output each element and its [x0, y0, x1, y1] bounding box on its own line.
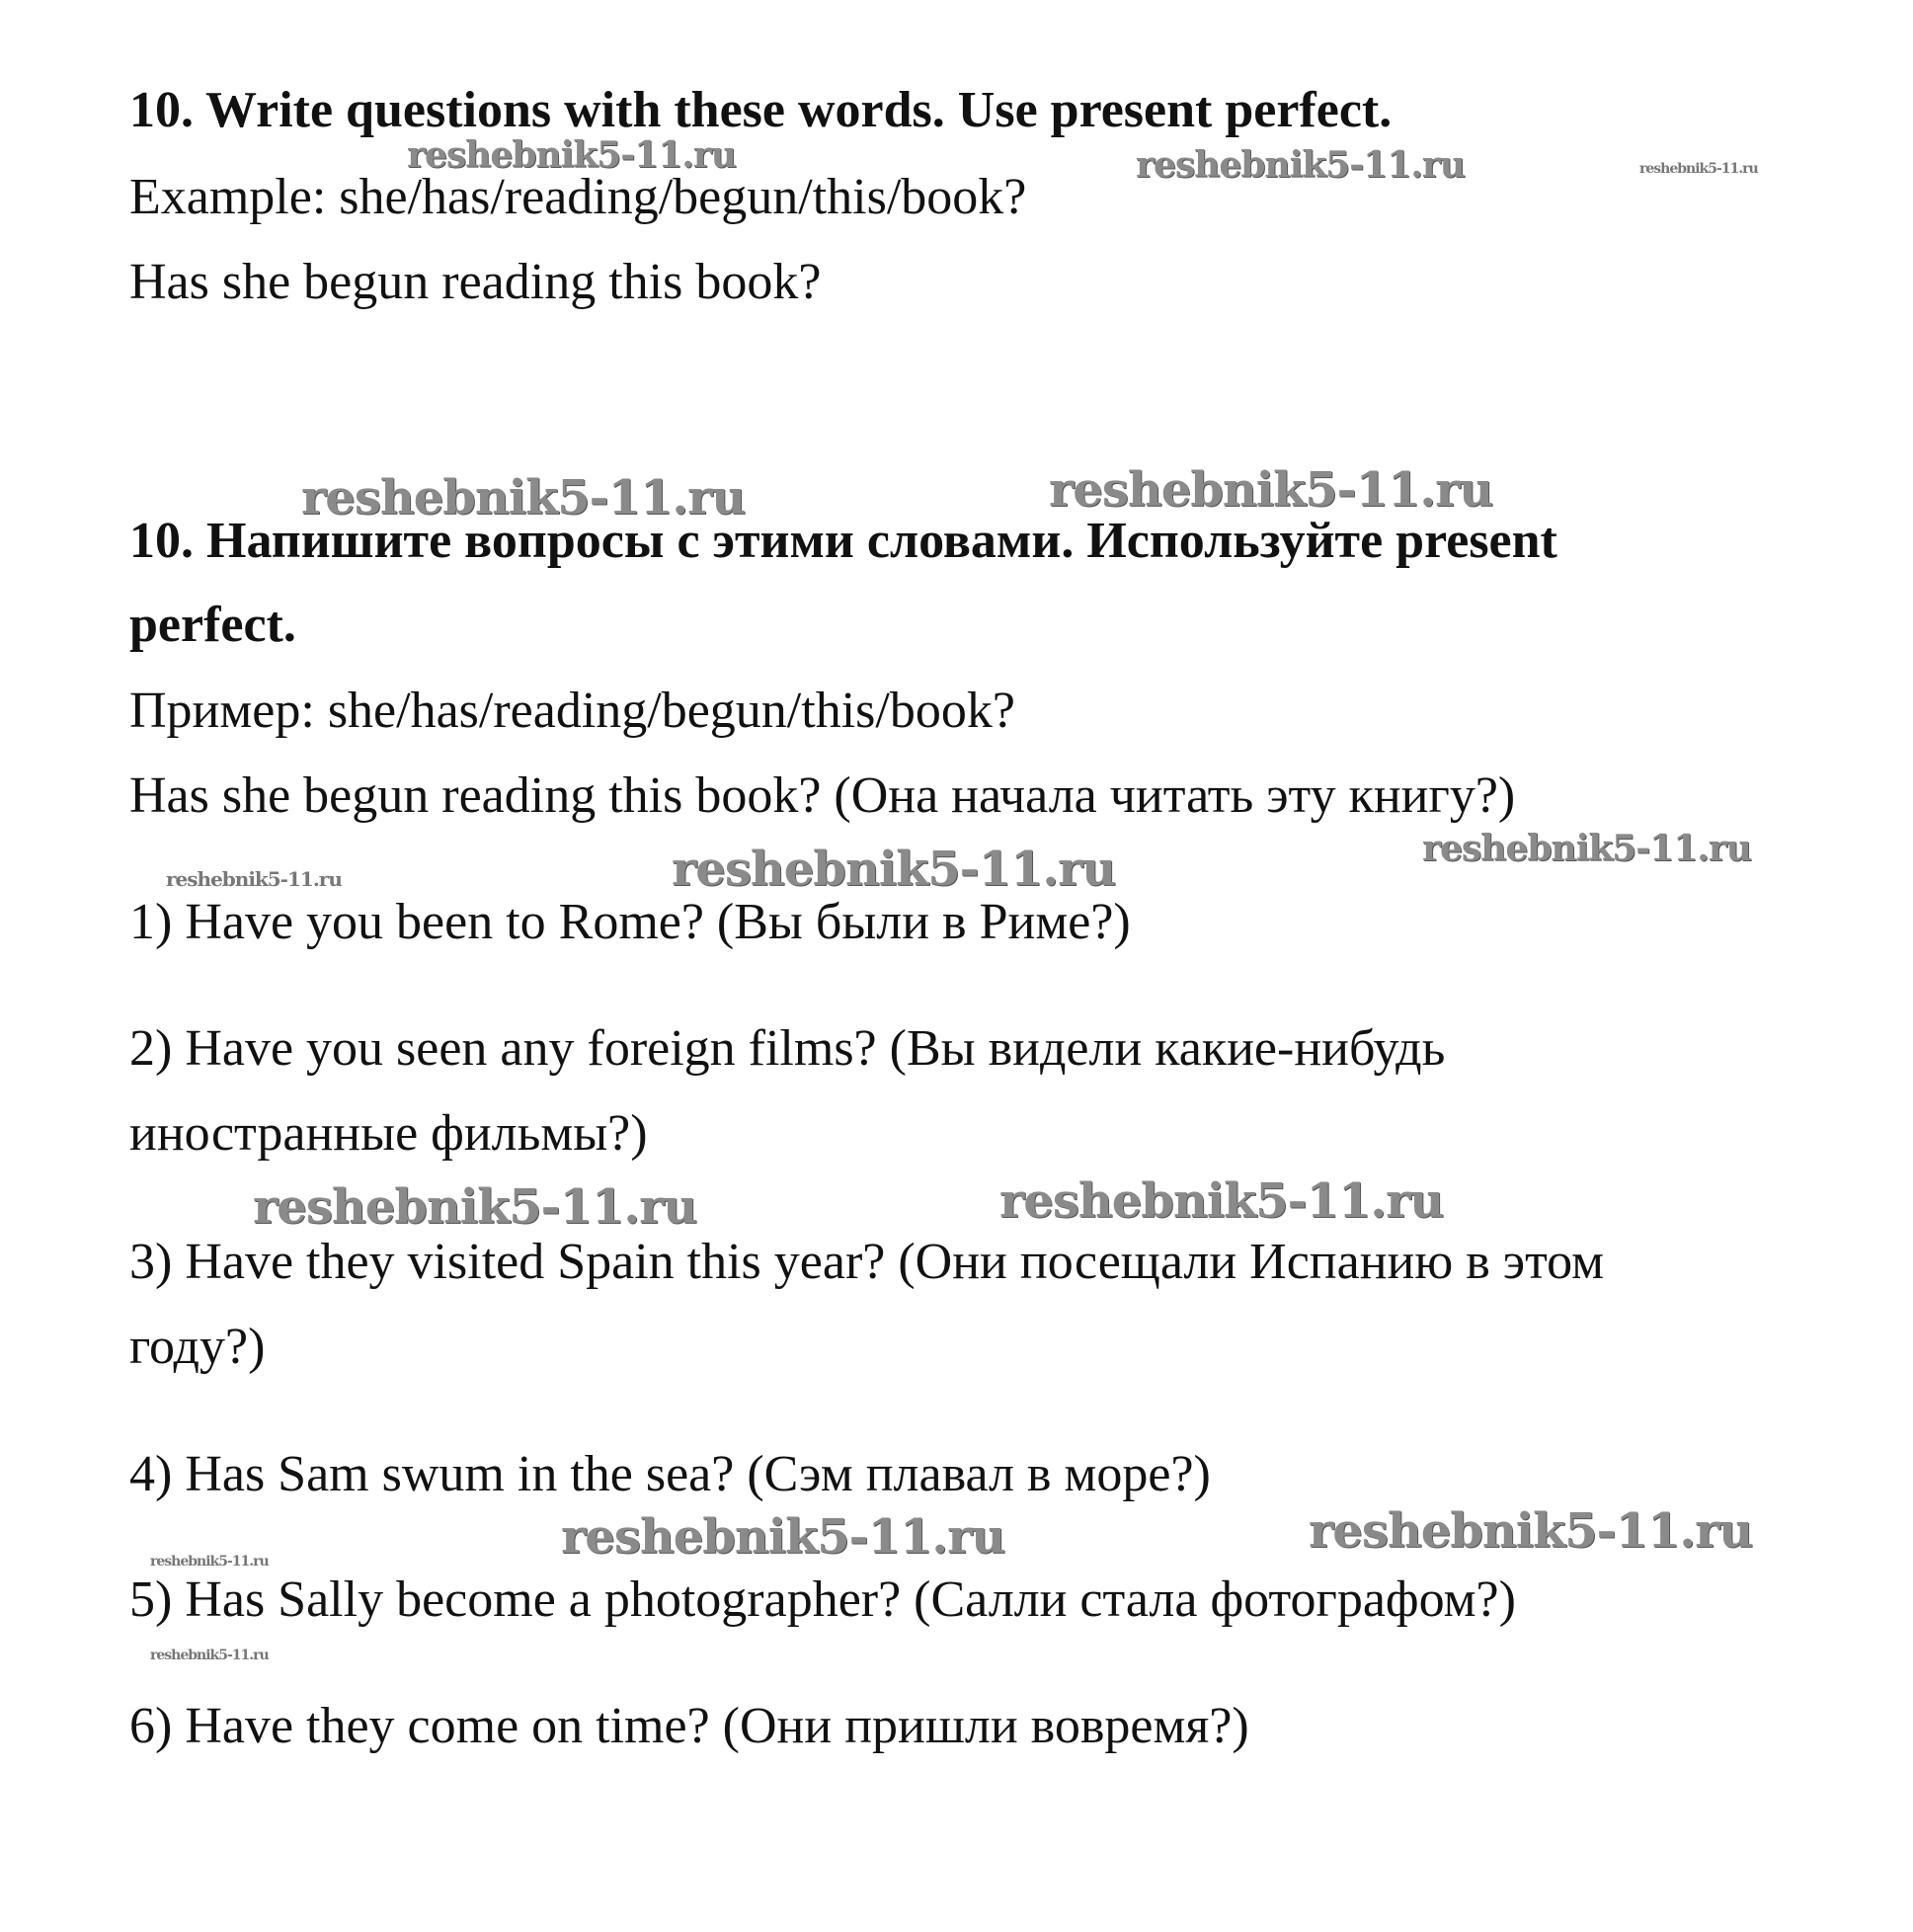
russian-example: Пример: she/has/reading/begun/this/book?	[129, 683, 1015, 739]
answer-item-3: 3) Have they visited Spain this year? (Они посещали Испанию в этом	[129, 1234, 1605, 1290]
watermark: reshebnik5-11.ru	[301, 470, 746, 525]
answer-item-5: 5) Has Sally become a photographer? (Салли стала фотографом?)	[129, 1571, 1516, 1628]
answer-item-3-continued: году?)	[129, 1319, 266, 1375]
watermark: reshebnik5-11.ru	[1136, 144, 1465, 186]
russian-title-line1: 10. Напишите вопросы с этими словами. Используйте present	[129, 513, 1557, 569]
watermark: reshebnik5-11.ru	[1422, 828, 1751, 869]
watermark: reshebnik5-11.ru	[166, 867, 342, 891]
russian-answer: Has she begun reading this book? (Она начала читать эту книгу?)	[129, 767, 1516, 824]
watermark: reshebnik5-11.ru	[1309, 1503, 1753, 1559]
answer-item-6: 6) Have they come on time? (Они пришли вовремя?)	[129, 1698, 1249, 1754]
russian-title-line2: perfect.	[129, 597, 296, 653]
english-title: 10. Write questions with these words. Use present perfect.	[129, 82, 1393, 138]
watermark: reshebnik5-11.ru	[1049, 462, 1493, 518]
english-example: Example: she/has/reading/begun/this/book?	[129, 169, 1027, 225]
watermark: reshebnik5-11.ru	[150, 1554, 269, 1570]
answer-item-2-continued: иностранные фильмы?)	[129, 1105, 648, 1162]
answer-item-4: 4) Has Sam swum in the sea? (Сэм плавал в море?)	[129, 1446, 1211, 1502]
answer-item-2: 2) Have you seen any foreign films? (Вы видели какие-нибудь	[129, 1020, 1446, 1077]
answer-item-1: 1) Have you been to Rome? (Вы были в Риме?)	[129, 894, 1131, 950]
english-answer: Has she begun reading this book?	[129, 254, 822, 310]
watermark: reshebnik5-11.ru	[1639, 161, 1758, 177]
watermark: reshebnik5-11.ru	[999, 1173, 1444, 1229]
watermark: reshebnik5-11.ru	[561, 1509, 1005, 1565]
watermark: reshebnik5-11.ru	[150, 1648, 269, 1663]
watermark: reshebnik5-11.ru	[672, 842, 1116, 897]
watermark: reshebnik5-11.ru	[407, 134, 736, 176]
watermark: reshebnik5-11.ru	[253, 1179, 697, 1235]
